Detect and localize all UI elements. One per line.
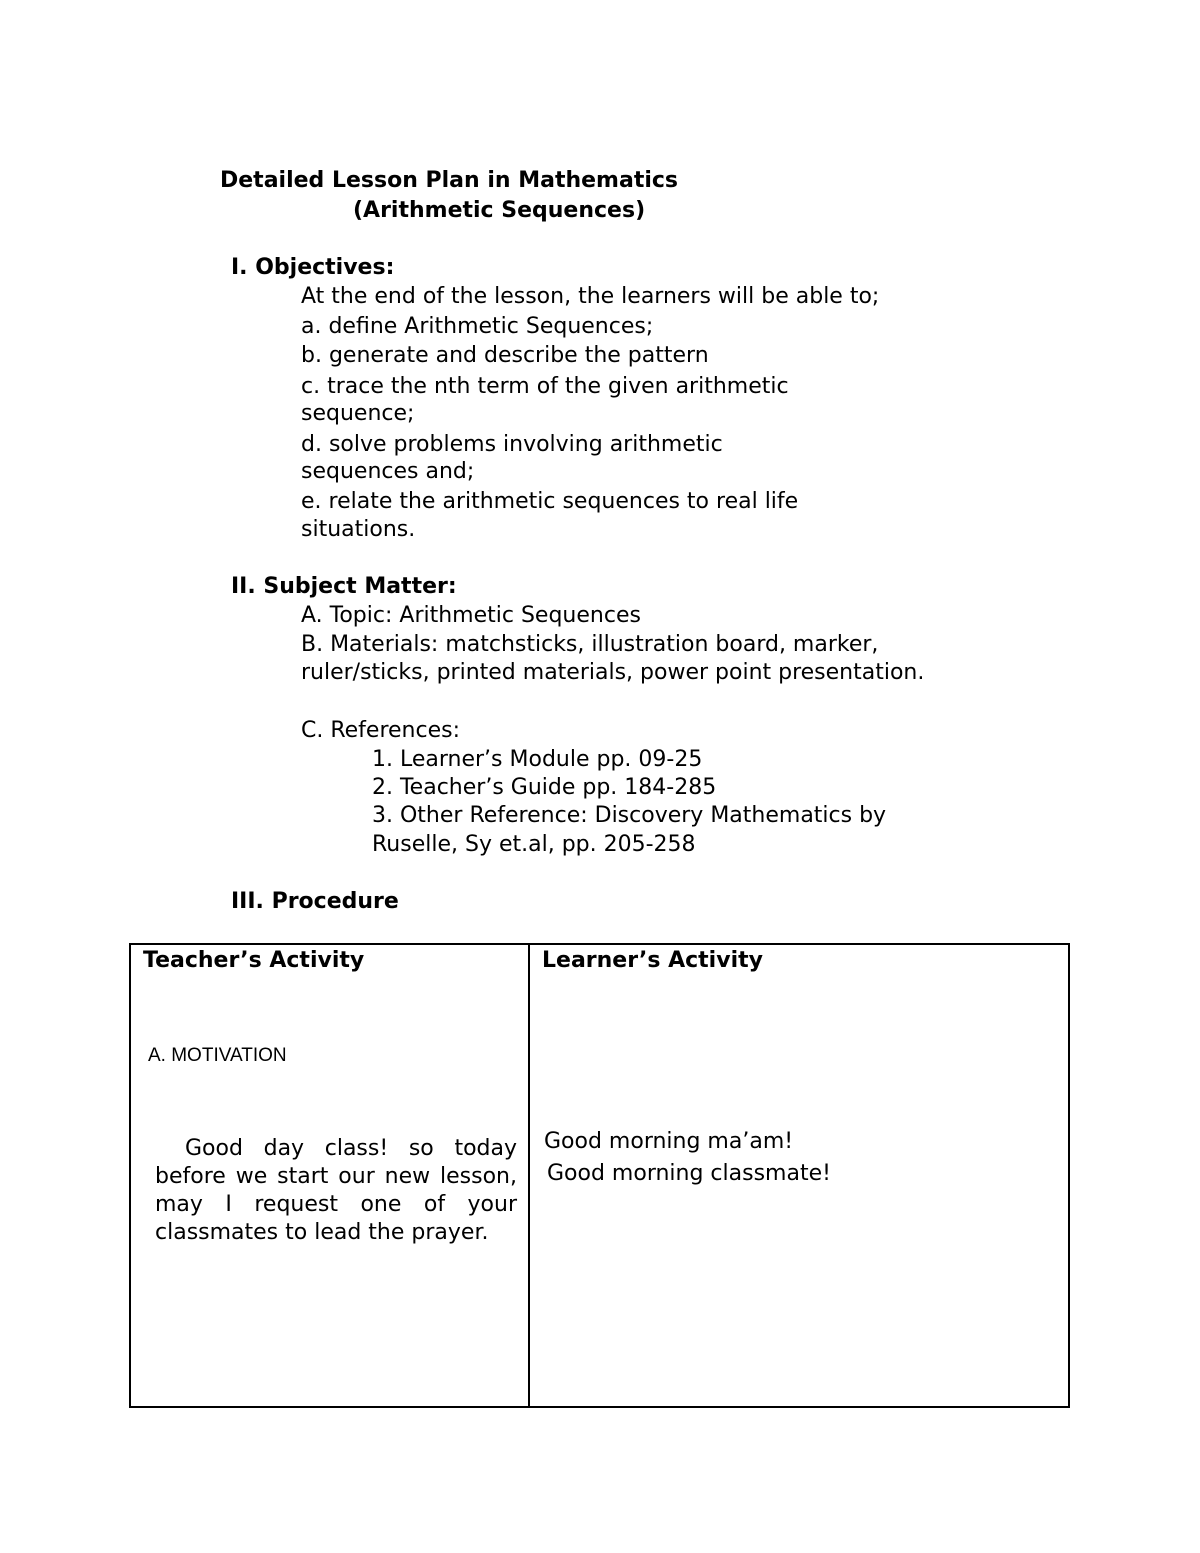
teacher-activity-header: Teacher’s Activity: [143, 948, 365, 973]
document-subtitle: (Arithmetic Sequences): [353, 198, 646, 223]
objective-item: d. solve problems involving arithmetic: [301, 432, 723, 457]
objective-item: b. generate and describe the pattern: [301, 343, 709, 368]
reference-item: 3. Other Reference: Discovery Mathematics by: [372, 803, 887, 828]
learner-response: Good morning ma’am!: [544, 1129, 794, 1154]
procedure-heading: III. Procedure: [231, 889, 399, 914]
objective-item: sequence;: [301, 401, 415, 426]
objectives-heading: I. Objectives:: [231, 255, 395, 280]
objective-item: a. define Arithmetic Sequences;: [301, 314, 654, 339]
subject-matter-heading: II. Subject Matter:: [231, 574, 457, 599]
teacher-greeting-text: Good day class! so today before we start our new lesson, may I request one of your classmates to lead the prayer.: [155, 1136, 517, 1245]
teacher-activity-column: [131, 945, 530, 1406]
reference-item: 1. Learner’s Module pp. 09-25: [372, 747, 703, 772]
objective-item: e. relate the arithmetic sequences to real life: [301, 489, 799, 514]
learner-activity-header: Learner’s Activity: [542, 948, 763, 973]
motivation-label: A. MOTIVATION: [148, 1045, 287, 1066]
subject-topic: A. Topic: Arithmetic Sequences: [301, 603, 641, 628]
procedure-table: [129, 943, 1070, 1408]
reference-item: Ruselle, Sy et.al, pp. 205-258: [372, 832, 696, 857]
objective-item: sequences and;: [301, 459, 475, 484]
objective-item: c. trace the nth term of the given arithmetic: [301, 374, 789, 399]
objectives-intro: At the end of the lesson, the learners will be able to;: [301, 284, 880, 309]
document-title: Detailed Lesson Plan in Mathematics: [220, 168, 679, 193]
subject-materials: B. Materials: matchsticks, illustration board, marker,: [301, 632, 879, 657]
references-label: C. References:: [301, 718, 461, 743]
learner-response: Good morning classmate!: [547, 1161, 831, 1186]
objective-item: situations.: [301, 517, 416, 542]
subject-materials-continued: ruler/sticks, printed materials, power point presentation.: [301, 660, 925, 685]
reference-item: 2. Teacher’s Guide pp. 184-285: [372, 775, 717, 800]
learner-activity-column: [530, 945, 1068, 1406]
